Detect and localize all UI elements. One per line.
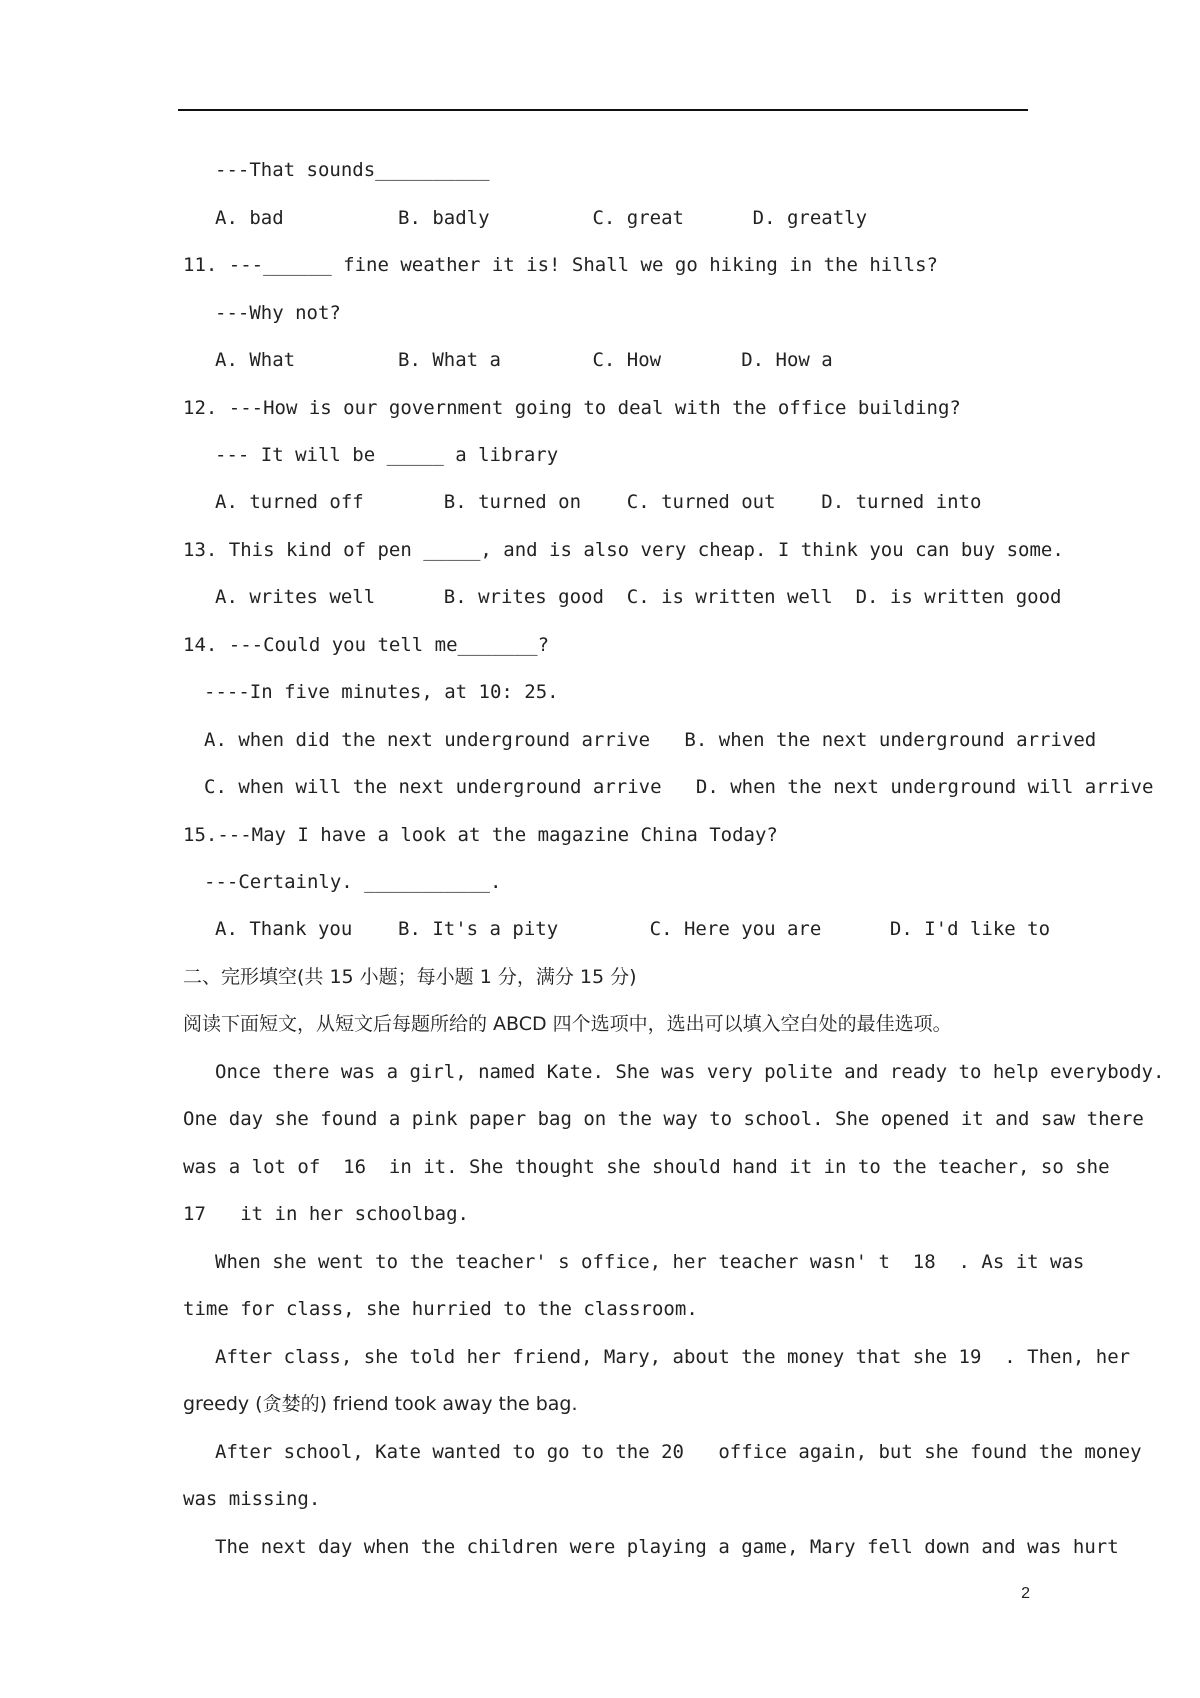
text-line: C. when will the next underground arrive D. when the next underground will arrive [204, 776, 1154, 798]
text-line: 14. ---Could you tell me_______? [183, 634, 550, 656]
text-line: A. What B. What a C. How D. How a [215, 349, 833, 371]
text-line: 11. ---______ fine weather it is! Shall we go hiking in the hills? [183, 254, 938, 276]
section-heading: 二、完形填空(共 15 小题；每小题 1 分，满分 15 分) [183, 966, 637, 988]
text-line: A. turned off B. turned on C. turned out D. turned into [215, 491, 982, 513]
text-line: A. Thank you B. It's a pity C. Here you are D. I'd like to [215, 918, 1051, 940]
passage-line: time for class, she hurried to the classroom. [183, 1298, 698, 1320]
text-line: ----In five minutes, at 10: 25. [204, 681, 559, 703]
text-line: ---Why not? [215, 302, 341, 324]
text-line: 13. This kind of pen _____, and is also very cheap. I think you can buy some. [183, 539, 1064, 561]
passage-line: was missing. [183, 1488, 321, 1510]
passage-line: After school, Kate wanted to go to the 20 office again, but she found the money [215, 1441, 1142, 1463]
passage-line: After class, she told her friend, Mary, about the money that she 19 . Then, her [215, 1346, 1131, 1368]
text-line: A. writes well B. writes good C. is written well D. is written good [215, 586, 1062, 608]
text-line: 15.---May I have a look at the magazine China Today? [183, 824, 778, 846]
passage-line: 17 it in her schoolbag. [183, 1203, 469, 1225]
text-line: ---That sounds__________ [215, 159, 490, 181]
header-rule [178, 109, 1028, 111]
page-number: 2 [1021, 1585, 1030, 1602]
passage-line: When she went to the teacher' s office, her teacher wasn' t 18 . As it was [215, 1251, 1085, 1273]
passage-line: Once there was a girl, named Kate. She was very polite and ready to help everybody. [215, 1061, 1165, 1083]
passage-line: greedy (贪婪的) friend took away the bag. [183, 1393, 578, 1415]
instruction-text: 阅读下面短文，从短文后每题所给的 ABCD 四个选项中，选出可以填入空白处的最佳选项。 [183, 1013, 952, 1035]
passage-line: The next day when the children were playing a game, Mary fell down and was hurt [215, 1536, 1119, 1558]
text-line: A. when did the next underground arrive B. when the next underground arrived [204, 729, 1097, 751]
text-line: A. bad B. badly C. great D. greatly [215, 207, 868, 229]
text-line: ---Certainly. ___________. [204, 871, 502, 893]
passage-line: was a lot of 16 in it. She thought she should hand it in to the teacher, so she [183, 1156, 1110, 1178]
text-line: 12. ---How is our government going to deal with the office building? [183, 397, 961, 419]
text-line: --- It will be _____ a library [215, 444, 559, 466]
passage-line: One day she found a pink paper bag on the way to school. She opened it and saw there [183, 1108, 1144, 1130]
